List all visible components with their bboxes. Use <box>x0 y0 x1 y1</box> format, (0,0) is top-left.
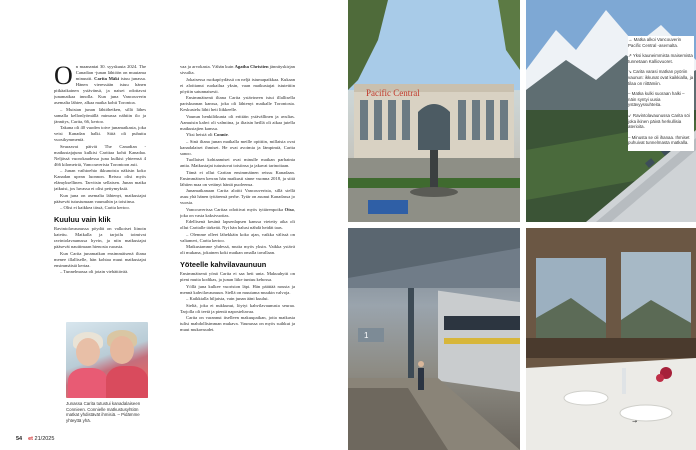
paragraph: Ravintolavaunussa pöydät on valkoiset liinoin katettu. Matkalla ja tarjoilu toimivat ravintolavaunussa hyvin, ja niin matkustajat pääsevät nauttimaan hienosta ruoasta. <box>54 226 146 249</box>
caption-quote: – Matka kulki suoraan halki – näin syntyi uusia ystävyyssuhteita. <box>628 91 685 108</box>
paragraph: Kun Carita junamatkan ensimmäisenä iltana menee illalliselle, hän kohtaa muut matkustajat ensimmäistä kertaa. <box>54 250 146 268</box>
paragraph: Vancouverissa Caritaa odottivat myös tyttärenpoika Otso, joka on vasta kaksivuotias. <box>180 206 295 218</box>
paragraph: Ensimmäisenä iltana Carita ystävineen istui illallisella pariskunnan kanssa, joka oli lähtenyt matkalle Torontosta. Keskustelu lähti heti liikkeelle. <box>180 95 295 112</box>
station-sign: Pacific Central <box>366 88 420 98</box>
photo-caption: Junassa Carita tutustui kanadalaiseen Connieen. Connielle matkustusyhtiön matkat yhdistävät ihmisiä. – Pidämme yhteyttä yhä. <box>66 401 141 423</box>
magazine-logo: et <box>28 436 34 442</box>
station-illustration <box>348 0 520 222</box>
paragraph: Tuollaiset kohtaamiset ovat minulle matkan parhainta antia. Matkustajat tutustuvat toisiinsa ja jakavat tarinoitaan. <box>180 157 295 168</box>
photo-carita-and-connie <box>66 322 148 398</box>
subheading-yoteelle-kahvilavaunuun: Yöteelle kahvilavaunuun <box>180 260 267 269</box>
caption-mountains: ↗ Yksi kauneimmista maisemista tunnetaan Kalliovuoret. <box>628 53 693 64</box>
paragraph: Yksi heistä oli Connie. <box>186 132 229 137</box>
paragraph: Yöllä juna kulkee vuoriston läpi. Hän päättää nousta ja mennä kahvilavaunuun. Siellä on muutama muukin valvoja. <box>180 283 295 295</box>
issue-number: 21/2025 <box>34 436 55 442</box>
paragraph: Edellisenä kesänä lapsenlapsen kanssa vietetty aika oli ollut Caritalle tärkeää. Nyt hän halusi nähdä heidät taas. <box>180 219 295 230</box>
platform-illustration <box>348 228 520 450</box>
paragraph: Carita on varannut itselleen makuupaikan, jotta matkasta tulisi mahdollisimman mukava. Vaunussa on myös suihkut ja muut mukavuudet. <box>180 315 295 332</box>
arrow-right-icon: → <box>632 418 638 425</box>
paragraph: Vaunun henkilökunta oli erittäin ystävällinen ja avulias. Aamuisin kahvi oli valmiina, ja iltaisin heillä oli aikaa jutella matkustajien kanssa. <box>180 113 295 131</box>
paragraph: – Muistan junan lähtöhetken, sillä lähes samalla kellonlyömällä minussa nähtiin ilo ja jännitys, Carita, 66, kertoo. <box>54 106 146 124</box>
photo-train-platform <box>348 228 520 450</box>
paragraph: Junamatkanaan Carita aloitti Vancouverista, sillä siellä asuu yhä hänen tyttärensä perhe. Tytär on asunut Kanadassa jo vuosia. <box>180 188 295 205</box>
caption-station: → Matka alkoi Vancouverin Pacific Central -asemalta. <box>628 37 682 48</box>
drop-cap: O <box>54 64 73 90</box>
train-number: 1 <box>364 331 369 340</box>
paragraph: Seuraavat päivät The Canadian -matkustajajuna kulkisi Carittaa kohti Kanadaa. Neljässä vuorokaudessa juna kulkisi yhteensä 4 466 kilometriä, Vancouverista Torontoon asti. <box>54 143 146 167</box>
photo-dining-car <box>526 228 696 450</box>
paragraph: n maanantai 30. syyskuuta 2024. The Canadian -junan lähtöön on muutama minuutti. Carita Mäki istuu junassa. Hänen vieressään istuu hänen pitkäaikainen ystävänsä, ja naiset odottavat junamatkaa innolla. Kun juna Vancouverin asemalta lähtee, alkaa matka kohti Torontoa. <box>54 64 146 105</box>
paragraph: – Sinä iltana junan matkalla meille opittiin, millaisia ovat kanadalaiset ihmiset. He ovat avoimia ja lämpimiä, Carita sanoo. <box>180 138 295 156</box>
paragraph: Takana oli 40 vuoden toive junamatkasta, joka veisi Kanadan halki. Siitä oli puhuttu vuosikymmeniä. <box>54 125 146 142</box>
paragraph: vaa ja arvokasta. Vähän kuin Agatha Christien jännityskirjan sivuilta. <box>180 64 295 75</box>
paragraph: Ensimmäisenä yönä Carita ei saa heti unta. Makuuhytti on pieni mutta kodikas, ja junan liike tuntuu kehossa. <box>180 271 295 282</box>
photo-pacific-central-station <box>348 0 520 222</box>
paragraph: Matkustamme yhdessä, mutta myös yksin. Vaikka ystävä oli mukana, jokainen koki matkan omalla tavallaan. <box>180 244 295 255</box>
paragraph: – Kaikkialla hiljaista, vain junan ääni kuului. <box>186 296 269 301</box>
paragraph: – Olisi ei kaikkea tässä, Carita kertoo. <box>60 205 130 210</box>
paragraph: Kun juna on asemalta lähtenyt, matkustajat pääsevät tutustumaan vaunuihin ja toisiinsa. <box>54 192 146 204</box>
paragraph: – Junan vaihtoehto ikkunoista näkisin koko Kanadan upean luonnon. Reissu olisi myös elämyksellinen. Tarvitsin sellaisen. Junan matka jatkuisi, jos luvassa ei olisi pettymyksiä. <box>54 168 146 191</box>
page-number: 54 <box>16 436 23 442</box>
article-column-2 <box>180 64 295 434</box>
paragraph: – Tunnelmassa oli jotain viehättävää. <box>60 269 129 274</box>
right-page <box>348 0 696 450</box>
paragraph: Jokaisessa ruokapöydässä on neljä istumapaikkaa. Kukaan ei aloittanut ruokailua yksin, vaan matkustajat istutettiin pöytiin satunnaisesti. <box>180 76 295 94</box>
page-folio <box>16 436 54 442</box>
photo-captions-right <box>628 36 694 151</box>
paragraph: – Olemme olleet lähekkäin koko ajan, vaikka välissä on valtameri, Carita kertoo. <box>180 231 295 243</box>
article-column-1 <box>54 64 146 284</box>
paragraph: Tämä ei ollut Caritan ensimmäinen reissu Kanadaan. Ensimmäisen kerran hän matkusti sinne vuonna 2018, ja siitä lähtien maa on vetänyt häntä puoleensa. <box>180 169 295 187</box>
caption-dining: ↙ Ravintolavaunussa Carita söi joka ikinen päivä herkullisia aterioita. <box>628 112 690 130</box>
subheading-kuuluu-vain-klik: Kuuluu vain klik <box>54 215 111 224</box>
caption-train-window: ↘ Carita varasi matkan pyöriin vaunun: ikkunat ovat kaikkialla, ja tilaa on riittämiin. <box>628 69 694 86</box>
paragraph: Sieltä, joka ei nukkunut, löytyi kahvilavaunusta seuraa. Tarjolla oli teetä ja pientä naposteltavaa. <box>180 302 295 314</box>
caption-quote-2: – Minusta se oli ihanaa. Ihmiset puhuivat tunnelmasta matkalla. <box>628 134 690 146</box>
dining-illustration <box>526 228 696 450</box>
